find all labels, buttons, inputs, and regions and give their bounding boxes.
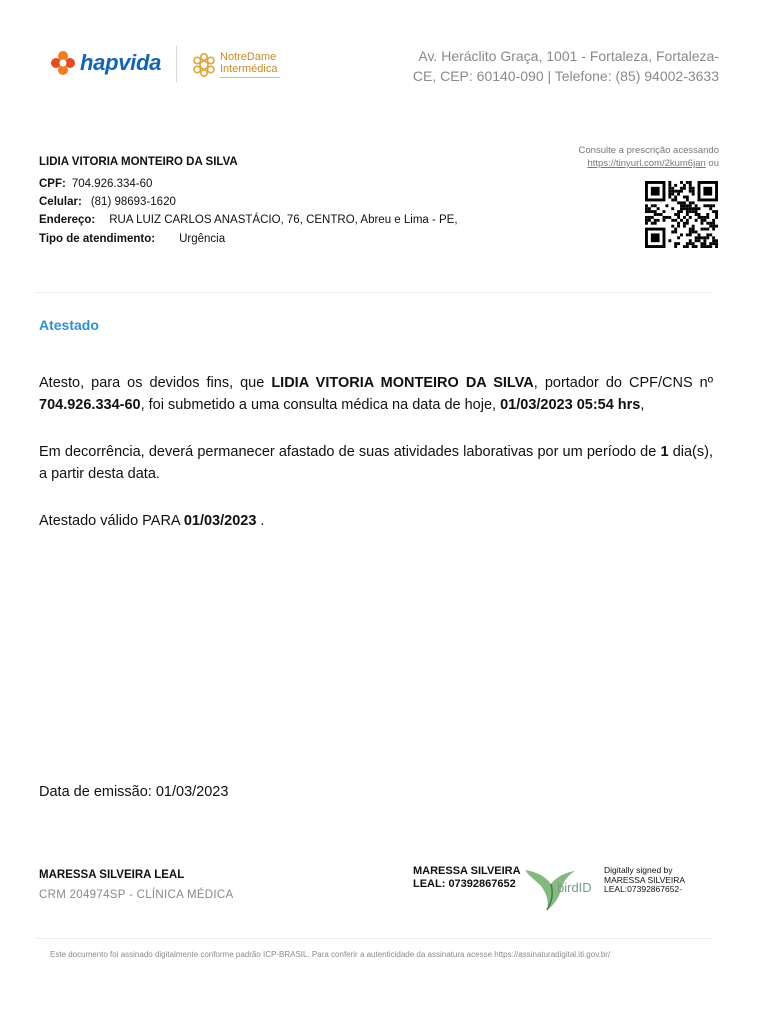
tipo-row: [39, 233, 225, 245]
celular-label: Celular:: [39, 196, 82, 208]
tipo-label: Tipo de atendimento:: [39, 233, 156, 245]
doctor-name: MARESSA SILVEIRA LEAL: [39, 869, 185, 881]
hapvida-wordmark: hapvida: [80, 50, 162, 75]
signed-line2: MARESSA SILVEIRA: [604, 874, 686, 885]
digitally-signed-note: [604, 866, 704, 895]
p3-text-a: Atestado válido PARA: [39, 513, 184, 529]
digital-signer-line1: MARESSA SILVEIRA: [413, 865, 521, 877]
signed-line1: Digitally signed by: [604, 865, 673, 875]
endereco-row: [39, 214, 458, 226]
p1-text-d: ,: [640, 397, 645, 413]
paragraph-leave: [39, 441, 713, 485]
notredame-line2: Intermédica: [220, 63, 278, 75]
address-line-1: Av. Heráclito Graça, 1001 - Fortaleza, Fortaleza-: [418, 48, 719, 64]
footer-divider: [36, 938, 712, 939]
digital-signer: [413, 865, 533, 891]
consult-link[interactable]: https://tinyurl.com/2kum6jan: [587, 158, 706, 169]
tipo-value: Urgência: [179, 233, 226, 245]
paragraph-validity: [39, 510, 713, 532]
notredame-sun-icon: [191, 52, 217, 78]
address-line-2: CE, CEP: 60140-090 | Telefone: (85) 94002-3633: [412, 68, 719, 84]
qr-code[interactable]: [645, 181, 718, 248]
logo-divider: [176, 46, 177, 82]
p1-text-a: Atesto, para os devidos fins, que: [39, 375, 272, 391]
digital-signer-line2: LEAL: 07392867652: [413, 878, 516, 890]
hapvida-flower-icon: [50, 50, 76, 76]
footer-note: Este documento foi assinado digitalmente conforme padrão ICP-BRASIL. Para conferir a autenticidade da assinatura acesse https://assinaturadigital.iti.gov.br/: [50, 950, 611, 959]
cpf-label: CPF:: [39, 178, 66, 190]
p2-days: 1: [660, 444, 669, 460]
p2-text-b: dia(s), a partir desta data.: [39, 444, 713, 482]
endereco-value: RUA LUIZ CARLOS ANASTÁCIO, 76, CENTRO, Abreu e Lima - PE,: [109, 214, 458, 226]
p3-date: 01/03/2023: [183, 513, 257, 529]
p1-text-c: , foi submetido a uma consulta médica na data de hoje,: [140, 397, 501, 413]
consult-prescription: [499, 144, 719, 170]
cpf-value: 704.926.334-60: [71, 178, 153, 190]
consult-suffix: ou: [705, 158, 719, 169]
p1-text-b: , portador do CPF/CNS nº: [533, 375, 713, 391]
p2-text-a: Em decorrência, deverá permanecer afastado de suas atividades laborativas por um período de: [39, 444, 661, 460]
p1-patient-name: LIDIA VITORIA MONTEIRO DA SILVA: [271, 375, 534, 391]
celular-value: (81) 98693-1620: [90, 196, 176, 208]
paragraph-attest: [39, 372, 713, 416]
notredame-line1: NotreDame: [220, 51, 277, 63]
consult-line: Consulte a prescrição acessando: [578, 145, 719, 156]
p1-cpf: 704.926.334-60: [39, 397, 141, 413]
clinic-address: [379, 46, 719, 86]
celular-row: [39, 196, 176, 208]
endereco-label: Endereço:: [39, 214, 96, 226]
notredame-underline: [220, 77, 280, 78]
p3-text-b: .: [256, 513, 265, 529]
document-title: Atestado: [39, 317, 99, 333]
birdid-logo: [523, 862, 605, 912]
emission-date: Data de emissão: 01/03/2023: [39, 784, 229, 800]
signed-line3: LEAL:07392867652-: [604, 884, 682, 894]
cpf-row: [39, 178, 152, 190]
p1-datetime: 01/03/2023 05:54 hrs: [500, 397, 641, 413]
birdid-text: birdID: [557, 880, 592, 895]
doctor-crm: CRM 204974SP - CLÍNICA MÉDICA: [39, 889, 234, 901]
notredame-logo: [191, 51, 280, 78]
patient-name: LIDIA VITORIA MONTEIRO DA SILVA: [39, 156, 238, 168]
section-divider: [36, 292, 712, 293]
hapvida-logo: [50, 50, 161, 76]
